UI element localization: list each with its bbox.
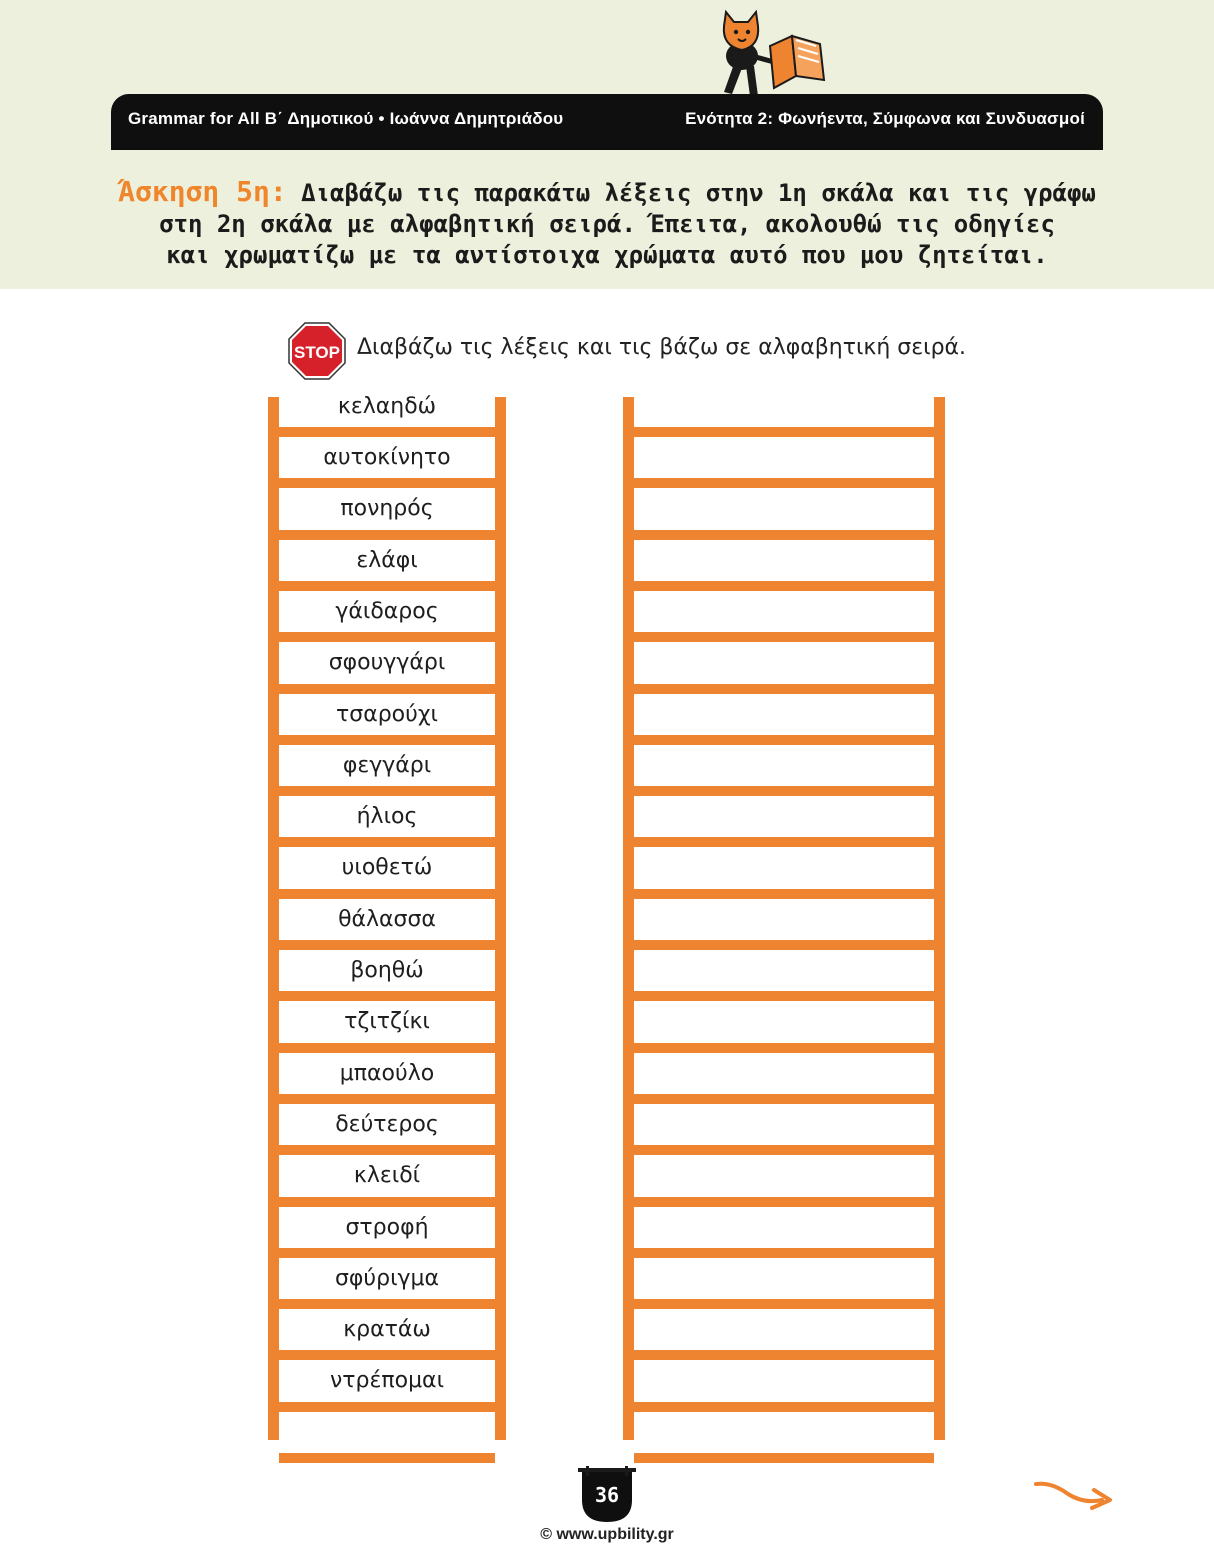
answer-slot[interactable]	[634, 591, 934, 632]
ladder-rung	[634, 632, 934, 642]
page-number: 36	[594, 1483, 620, 1507]
ladder-rung	[634, 940, 934, 950]
ladder-rung	[634, 889, 934, 899]
ladder-rail-right	[495, 397, 506, 1440]
answer-slot[interactable]	[634, 1155, 934, 1196]
ladder-rung	[634, 530, 934, 540]
ladder-rail-right	[934, 397, 945, 1440]
ladder-rung	[279, 684, 495, 694]
instruction-line-2: στη 2η σκάλα με αλφαβητική σειρά. Έπειτα, ακολουθώ τις οδηγίες	[159, 210, 1055, 238]
answer-slot[interactable]	[634, 745, 934, 786]
ladder-rung	[279, 786, 495, 796]
word-cell: μπαούλο	[339, 1061, 435, 1086]
answer-slot[interactable]	[634, 1309, 934, 1350]
header-bar	[111, 94, 1103, 150]
answer-slot[interactable]	[634, 642, 934, 683]
ladder-rung	[279, 1350, 495, 1360]
stop-instruction-text: Διαβάζω τις λέξεις και τις βάζω σε αλφαβητική σειρά.	[357, 335, 967, 360]
ladder-rung	[634, 478, 934, 488]
answer-slot[interactable]	[634, 694, 934, 735]
word-cell: κρατάω	[343, 1317, 431, 1342]
answer-slot[interactable]	[634, 488, 934, 529]
ladder-rung	[634, 1248, 934, 1258]
word-cell: στροφή	[345, 1215, 429, 1240]
word-ladder	[268, 394, 506, 1440]
answer-slot[interactable]	[634, 796, 934, 837]
ladder-rung	[634, 1453, 934, 1463]
word-cell: κλειδί	[353, 1163, 421, 1188]
word-cell: σφύριγμα	[334, 1266, 440, 1291]
ladder-rung	[279, 889, 495, 899]
answer-slot[interactable]	[634, 540, 934, 581]
stop-sign-label: STOP	[294, 343, 340, 362]
word-cell: βοηθώ	[350, 958, 424, 983]
answer-ladder	[623, 397, 945, 1440]
word-cell: κελαηδώ	[337, 394, 437, 419]
next-page-arrow-icon[interactable]	[1032, 1478, 1114, 1514]
mascot-cat-with-book-icon	[712, 6, 832, 98]
ladder-rung	[279, 1197, 495, 1207]
word-cell: ντρέπομαι	[329, 1368, 445, 1393]
ladder-rung	[634, 1197, 934, 1207]
word-cell: γάιδαρος	[335, 599, 439, 624]
word-cell: θάλασσα	[338, 907, 436, 932]
word-cell: πονηρός	[340, 496, 434, 521]
word-cell: δεύτερος	[335, 1112, 439, 1137]
answer-slot[interactable]	[634, 847, 934, 888]
ladder-rung	[634, 581, 934, 591]
ladder-rung	[634, 837, 934, 847]
exercise-instructions	[110, 176, 1104, 271]
ladder-rung	[634, 1145, 934, 1155]
book-title: Grammar for All Β΄ Δημοτικού • Ιωάννα Δημητριάδου	[128, 109, 564, 128]
ladder-rung	[279, 735, 495, 745]
ladder-rung	[279, 1402, 495, 1412]
word-cell: υιοθετώ	[341, 855, 433, 880]
unit-title: Ενότητα 2: Φωνήεντα, Σύμφωνα και Συνδυασμοί	[685, 109, 1085, 128]
answer-slot[interactable]	[634, 1360, 934, 1401]
ladder-rung	[279, 427, 495, 437]
word-cell: ήλιος	[356, 804, 418, 829]
ladder-rung	[634, 1402, 934, 1412]
ladder-rung	[634, 1350, 934, 1360]
stop-sign-icon	[288, 322, 346, 380]
word-cell: ελάφι	[356, 548, 418, 573]
ladder-rung	[279, 1145, 495, 1155]
ladder-rung	[279, 1043, 495, 1053]
ladder-rung	[634, 1043, 934, 1053]
answer-slot[interactable]	[634, 950, 934, 991]
instruction-line-1: Διαβάζω τις παρακάτω λέξεις στην 1η σκάλα και τις γράφω	[286, 179, 1096, 207]
ladder-rung	[279, 940, 495, 950]
ladder-rung	[279, 581, 495, 591]
ladder-rung	[279, 632, 495, 642]
ladder-rung	[634, 1094, 934, 1104]
instruction-line-3: και χρωματίζω με τα αντίστοιχα χρώματα αυτό που μου ζητείται.	[166, 241, 1048, 269]
ladder-rung	[279, 530, 495, 540]
word-cell: αυτοκίνητο	[323, 445, 451, 470]
ladder-rung	[634, 1299, 934, 1309]
ladder-rung	[634, 991, 934, 1001]
ladder-rung	[634, 427, 934, 437]
word-cell: σφουγγάρι	[328, 650, 446, 675]
answer-slot[interactable]	[634, 437, 934, 478]
ladder-rung	[279, 837, 495, 847]
word-cell: τσαρούχι	[336, 702, 438, 727]
footer-copyright: © www.upbility.gr	[540, 1526, 674, 1543]
ladder-rung	[279, 1299, 495, 1309]
ladder-rung	[279, 1453, 495, 1463]
ladder-rung	[634, 735, 934, 745]
word-cell: τζιτζίκι	[344, 1009, 430, 1034]
answer-slot[interactable]	[634, 1053, 934, 1094]
ladder-rung	[634, 684, 934, 694]
ladder-rail-left	[623, 397, 634, 1440]
answer-slot[interactable]	[634, 1207, 934, 1248]
ladder-rung	[279, 478, 495, 488]
ladder-rung	[279, 991, 495, 1001]
answer-slot[interactable]	[634, 1104, 934, 1145]
ladder-rung	[279, 1094, 495, 1104]
answer-slot[interactable]	[634, 899, 934, 940]
exercise-title: Άσκηση 5η:	[118, 175, 287, 208]
answer-slot[interactable]	[634, 386, 934, 427]
ladder-rung	[634, 786, 934, 796]
answer-slot[interactable]	[634, 1001, 934, 1042]
word-cell: φεγγάρι	[342, 753, 432, 778]
answer-slot[interactable]	[634, 1258, 934, 1299]
ladder-rail-left	[268, 397, 279, 1440]
ladder-rung	[279, 1248, 495, 1258]
